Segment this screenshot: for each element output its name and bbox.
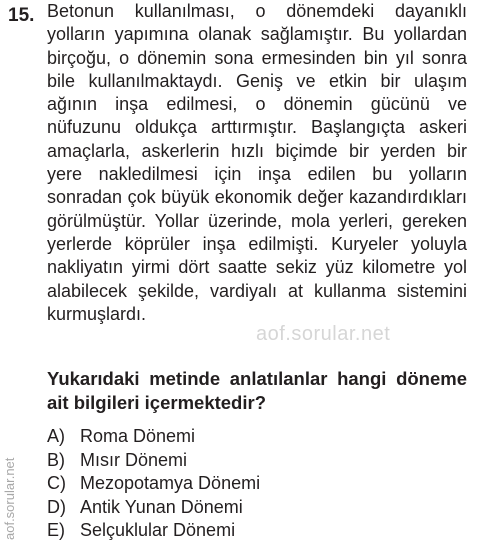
option-b[interactable] bbox=[47, 449, 260, 473]
option-letter: A) bbox=[47, 426, 65, 446]
option-text: Roma Dönemi bbox=[80, 426, 196, 446]
watermark-center: aof.sorular.net bbox=[256, 323, 391, 345]
option-a[interactable] bbox=[47, 425, 260, 449]
answer-options bbox=[47, 425, 260, 543]
option-c[interactable] bbox=[47, 472, 260, 496]
option-letter: E) bbox=[47, 520, 65, 540]
option-letter: C) bbox=[47, 473, 66, 493]
question-prompt: Yukarıdaki metinde anlatılanlar hangi döneme ait bilgileri içermektedir? bbox=[47, 368, 467, 413]
question-number: 15. bbox=[8, 5, 35, 26]
option-e[interactable] bbox=[47, 519, 260, 543]
option-text: Mezopotamya Dönemi bbox=[80, 473, 261, 493]
option-text: Selçuklular Dönemi bbox=[80, 520, 236, 540]
option-d[interactable] bbox=[47, 496, 260, 520]
watermark-side: aof.sorular.net bbox=[2, 457, 17, 540]
question-passage: Betonun kullanılması, o dönemdeki dayanıklı yolların yapımına olanak sağlamıştır. Bu yollardan birçoğu, o dönemin sona ermesinden bin yıl sonra bile kullanılmaktaydı. Geniş ve etkin bir ulaşım ağının inşa edilmesi, o dönemin gücünü ve nüfuzunu oldukça arttırmıştır. Başlangıçta askeri amaçlarla, askerlerin hızlı biçimde bir yerden bir yere nakledilmesi için inşa edilen bu yolların sonradan çok büyük ekonomik değer kazandırdıkları görülmüştür. Yollar üzerinde, mola yerleri, gereken yerlerde köprüler inşa edilmişti. Kuryeler yoluyla nakliyatın yirmi dört saatte sekiz yüz kilometre yol alabilecek şekilde, vardiyalı at kullanma sistemini kurmuşlardı. bbox=[47, 1, 467, 324]
option-letter: D) bbox=[47, 496, 66, 517]
option-text: Mısır Dönemi bbox=[80, 449, 188, 470]
option-letter: B) bbox=[47, 449, 65, 470]
option-text: Antik Yunan Dönemi bbox=[80, 496, 243, 517]
